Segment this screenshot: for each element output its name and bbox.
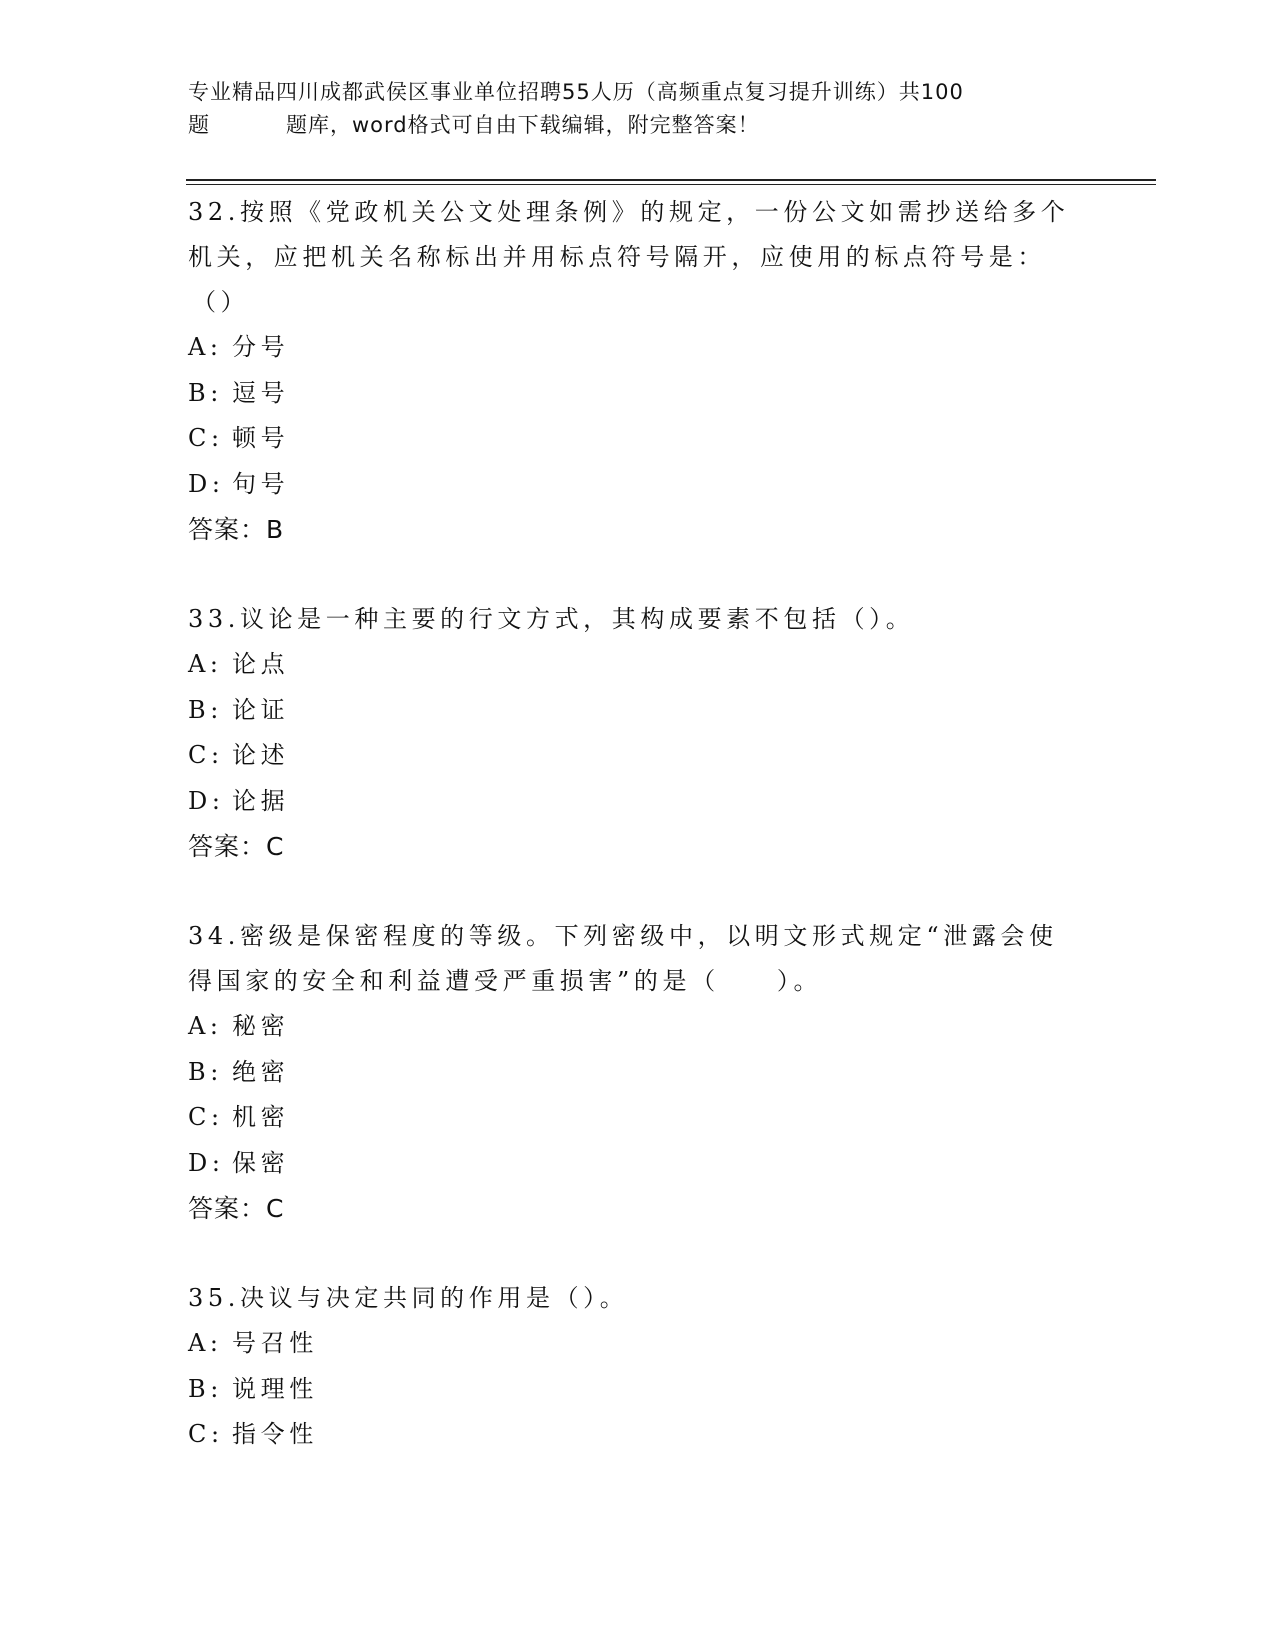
option-b (188, 1367, 1088, 1413)
option-key: C: (188, 424, 224, 452)
question-stem-line: 得国家的安全和利益遭受严重损害”的是（ ）。 (188, 967, 823, 995)
option-key: C: (188, 1103, 224, 1131)
question-stem-line: 35.决议与决定共同的作用是（）。 (188, 1284, 629, 1312)
question-stem-line: 33.议论是一种主要的行文方式，其构成要素不包括（）。 (188, 605, 915, 633)
question-34 (188, 914, 1088, 1231)
question-spacer (188, 552, 1088, 597)
option-text: 号召性 (232, 1329, 318, 1357)
question-list (188, 190, 1088, 1458)
question-stem-line: （） (192, 288, 250, 316)
option-a (188, 642, 1088, 688)
option-text: 保密 (232, 1148, 290, 1177)
option-text: 论据 (232, 786, 290, 815)
answer-text: 答案：C (188, 1194, 285, 1223)
answer-text: 答案：B (188, 515, 285, 544)
question-stem-line: 34.密级是保密程度的等级。下列密级中，以明文形式规定“泄露会使 (188, 922, 1058, 950)
option-key: A: (188, 333, 223, 361)
option-key: C: (188, 1420, 224, 1448)
header-line2-right: 题库，word格式可自由下载编辑，附完整答案！ (286, 113, 760, 137)
option-c (188, 416, 1088, 462)
option-key: C: (188, 741, 224, 769)
option-b (188, 688, 1088, 734)
option-d (188, 1141, 1088, 1187)
question-33 (188, 597, 1088, 869)
option-key: B: (188, 1057, 223, 1086)
option-text: 绝密 (232, 1057, 290, 1086)
option-key: B: (188, 695, 223, 724)
option-c (188, 733, 1088, 779)
option-c (188, 1412, 1088, 1458)
option-key: A: (188, 1012, 223, 1040)
option-d (188, 462, 1088, 508)
question-stem (188, 914, 1088, 1004)
option-key: D: (188, 469, 225, 498)
option-key: B: (188, 1374, 223, 1403)
option-b (188, 1050, 1088, 1096)
option-key: B: (188, 378, 223, 407)
option-key: D: (188, 1148, 225, 1177)
option-a (188, 1321, 1088, 1367)
header-divider-thin (186, 184, 1156, 185)
question-stem (188, 190, 1088, 325)
question-32 (188, 190, 1088, 552)
question-stem (188, 597, 1088, 642)
option-b (188, 371, 1088, 417)
header-title-line1: 专业精品四川成都武侯区事业单位招聘55人历（高频重点复习提升训练）共100 (188, 80, 964, 104)
header-divider-thick (186, 179, 1156, 181)
header-line2-left: 题 (188, 113, 210, 137)
option-text: 逗号 (232, 378, 290, 407)
option-key: A: (188, 650, 223, 678)
option-text: 分号 (232, 333, 290, 361)
option-text: 说理性 (232, 1374, 318, 1403)
option-d (188, 779, 1088, 825)
question-stem-line: 机关，应把机关名称标出并用标点符号隔开，应使用的标点符号是： (188, 243, 1046, 271)
option-c (188, 1095, 1088, 1141)
option-key: A: (188, 1329, 223, 1357)
header-title-line2 (188, 109, 1088, 142)
option-a (188, 325, 1088, 371)
option-text: 机密 (232, 1103, 290, 1131)
question-stem (188, 1276, 1088, 1321)
document-header (188, 76, 1088, 142)
question-spacer (188, 1231, 1088, 1276)
option-key: D: (188, 786, 225, 815)
option-text: 句号 (232, 469, 290, 498)
answer-text: 答案：C (188, 832, 285, 861)
option-text: 顿号 (232, 424, 290, 452)
question-35 (188, 1276, 1088, 1458)
option-text: 论点 (232, 650, 290, 678)
option-text: 论证 (232, 695, 290, 724)
option-text: 指令性 (232, 1420, 318, 1448)
option-a (188, 1004, 1088, 1050)
question-stem-line: 32.按照《党政机关公文处理条例》的规定，一份公文如需抄送给多个 (188, 198, 1070, 226)
question-spacer (188, 869, 1088, 914)
option-text: 秘密 (232, 1012, 290, 1040)
option-text: 论述 (232, 741, 290, 769)
